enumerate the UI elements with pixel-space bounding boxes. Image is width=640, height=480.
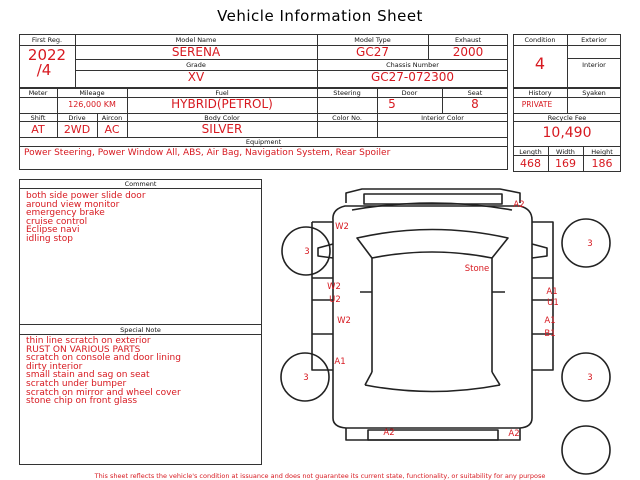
comment-line: both side power slide door xyxy=(26,191,146,201)
body-color-label: Body Color xyxy=(204,114,240,122)
aircon-label: Aircon xyxy=(101,114,123,122)
front-bumper xyxy=(346,189,520,203)
door-label: Door xyxy=(401,89,418,97)
mark-right-front-wheel: 3 xyxy=(587,239,593,249)
model-type-value: GC27 xyxy=(356,45,389,59)
mark-right-rear-wheel: 3 xyxy=(587,373,593,383)
mark-right-door-a1: A1 xyxy=(546,287,558,297)
height-value: 186 xyxy=(591,157,613,170)
comment-line: idling stop xyxy=(26,233,73,244)
exhaust-value: 2000 xyxy=(452,45,484,59)
mark-rear-left-a2: A2 xyxy=(383,428,395,438)
recycle-fee-label: Recycle Fee xyxy=(547,114,587,122)
equipment-label: Equipment xyxy=(245,138,282,146)
mark-right-rear-a1: A1 xyxy=(544,316,556,326)
length-label: Length xyxy=(519,148,542,156)
color-no-label: Color No. xyxy=(332,114,362,122)
special-note-line: scratch under bumper xyxy=(26,378,127,389)
width-label: Width xyxy=(556,148,575,156)
mark-left-door-u2: U2 xyxy=(329,295,341,305)
special-note-line: scratch on mirror and wheel cover xyxy=(26,387,181,398)
comment-line: emergency brake xyxy=(26,208,105,219)
special-note-line: scratch on console and door lining xyxy=(26,353,181,364)
grade-value: XV xyxy=(187,70,205,84)
mark-left-front-wheel: 3 xyxy=(304,247,310,257)
comment-line: around view monitor xyxy=(26,199,120,210)
aircon-value: AC xyxy=(104,123,120,136)
model-type-label: Model Type xyxy=(354,36,391,44)
syaken-label: Syaken xyxy=(582,89,606,97)
mark-left-rear-wheel: 3 xyxy=(303,373,309,383)
sheet-title: Vehicle Information Sheet xyxy=(217,7,423,25)
mark-right-door-u1: U1 xyxy=(547,298,559,308)
mark-left-front-w2: W2 xyxy=(335,222,349,232)
drive-label: Drive xyxy=(68,114,86,122)
interior-color-label: Interior Color xyxy=(421,114,464,122)
height-label: Height xyxy=(591,148,613,156)
mileage-label: Mileage xyxy=(79,89,105,97)
model-name-value: SERENA xyxy=(171,45,221,59)
condition-value: 4 xyxy=(534,54,546,73)
mark-left-rear-a1: A1 xyxy=(334,357,346,367)
mark-stone: Stone xyxy=(464,264,490,274)
drive-value: 2WD xyxy=(63,123,91,136)
special-note-line: RUST ON VARIOUS PARTS xyxy=(26,344,141,355)
body-color-value: SILVER xyxy=(201,122,243,136)
mark-left-rear-w2: W2 xyxy=(337,316,351,326)
special-note-label: Special Note xyxy=(120,326,161,334)
grade-label: Grade xyxy=(186,61,206,69)
mark-front-a2: A2 xyxy=(513,200,525,210)
mark-left-door-w2: W2 xyxy=(327,282,341,292)
right-rear-wheel xyxy=(562,353,610,401)
body-outline xyxy=(333,206,532,428)
special-note-line: thin line scratch on exterior xyxy=(26,336,151,346)
shift-value: AT xyxy=(31,123,45,136)
condition-label: Condition xyxy=(524,36,556,44)
mark-rear-right-a2: A2 xyxy=(508,429,520,439)
door-value: 5 xyxy=(388,97,396,111)
exhaust-label: Exhaust xyxy=(454,36,482,44)
width-value: 169 xyxy=(555,157,576,170)
rear-pillars xyxy=(365,372,500,385)
comment-line: Eclipse navi xyxy=(26,225,80,236)
comment-label: Comment xyxy=(124,180,157,188)
chassis-number-label: Chassis Number xyxy=(386,61,439,69)
exterior-label: Exterior xyxy=(581,36,607,44)
steering-label: Steering xyxy=(333,89,361,97)
fuel-value: HYBRID(PETROL) xyxy=(171,97,273,111)
meter-label: Meter xyxy=(28,89,48,97)
comment-line: cruise control xyxy=(26,216,88,227)
interior-label: Interior xyxy=(582,61,606,69)
roof-pillars xyxy=(372,258,492,372)
mark-right-rear-b1: B1 xyxy=(544,329,556,339)
equipment-value: Power Steering, Power Window All, ABS, Air Bag, Navigation System, Rear Spoiler xyxy=(24,148,391,158)
rear-window xyxy=(365,385,500,392)
special-note-line: dirty interior xyxy=(26,361,83,372)
first-reg-month: /4 xyxy=(36,61,52,79)
seat-value: 8 xyxy=(471,97,479,111)
length-value: 468 xyxy=(520,157,541,170)
chassis-number-value: GC27-072300 xyxy=(370,70,455,84)
special-note-line: stone chip on front glass xyxy=(26,396,138,407)
windshield xyxy=(357,230,508,259)
recycle-fee-value: 10,490 xyxy=(542,125,592,141)
special-note-line: small stain and sag on seat xyxy=(26,370,150,381)
seat-label: Seat xyxy=(467,89,483,97)
shift-label: Shift xyxy=(30,114,46,122)
model-name-label: Model Name xyxy=(175,36,217,44)
right-front-wheel xyxy=(562,219,610,267)
right-mirror xyxy=(532,244,547,258)
first-reg-label: First Reg. xyxy=(31,36,63,44)
history-value: PRIVATE xyxy=(521,100,553,109)
history-label: History xyxy=(528,89,552,97)
disclaimer-footer: This sheet reflects the vehicle's condition at issuance and does not guarantee its current state, functionality, or suitability for any purpose xyxy=(94,472,546,480)
first-reg-year: 2022 xyxy=(27,46,67,64)
spare-wheel xyxy=(562,426,610,474)
mileage-value: 126,000 KM xyxy=(68,100,116,109)
fuel-label: Fuel xyxy=(215,89,229,97)
